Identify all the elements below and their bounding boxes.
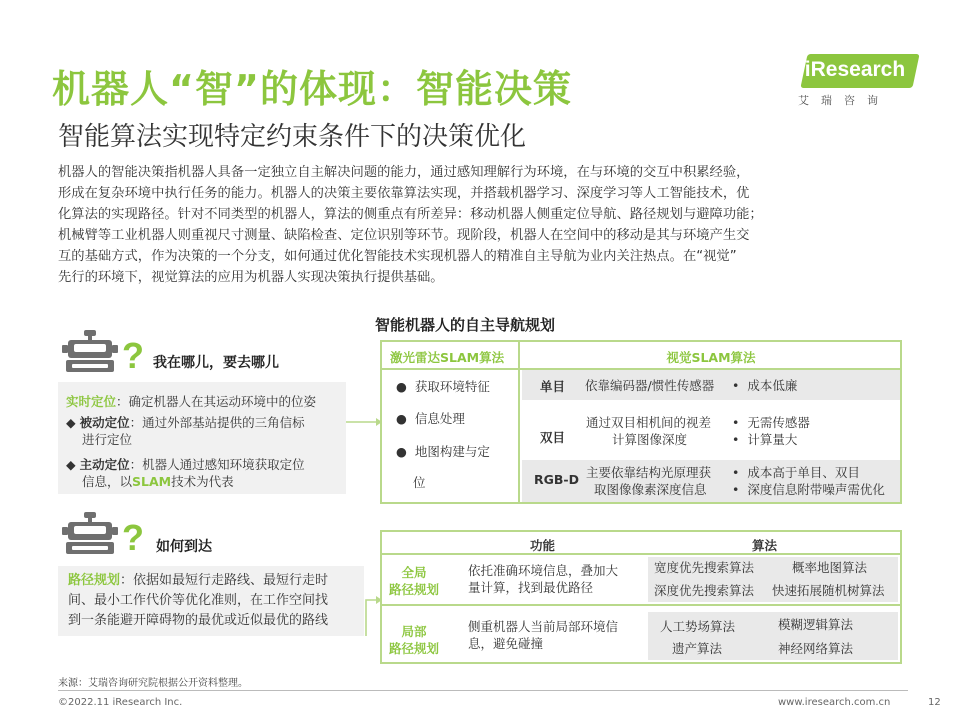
- stereo-desc: 计算图像深度: [612, 432, 688, 447]
- body-line: 互的基础方式，作为决策的一个分支，如何通过优化智能技术实现机器人的精准自主导航为业内关注热点。在“视觉”: [58, 249, 737, 264]
- mono-feature: • 成本低廉: [732, 378, 798, 393]
- local-path-name: 路径规划: [388, 641, 439, 656]
- question-mark-icon: ?: [122, 517, 144, 558]
- mono-name: 单目: [540, 379, 566, 394]
- q1-label: 我在哪儿，要去哪儿: [153, 355, 279, 371]
- body-line: 先行的环境下，视觉算法的应用为机器人实现决策执行提供基础。: [58, 270, 444, 285]
- path-planning-line3: 到一条能避开障碍物的最优或近似最优的路线: [68, 613, 329, 628]
- col-function-header: 功能: [530, 538, 556, 553]
- body-line: 形成在复杂环境中执行任务的能力。机器人的决策主要依靠算法实现，并搭载机器学习、深度学习等人工智能技术，优: [58, 186, 750, 201]
- positioning-heading: 实时定位：确定机器人在其运动环境中的位姿: [66, 394, 317, 409]
- logo-sub: 艾瑞咨询: [798, 94, 890, 107]
- laser-item: ● 信息处理: [396, 411, 465, 426]
- laser-item-cont: 位: [413, 475, 426, 490]
- laser-slam-title: 激光雷达SLAM算法: [390, 350, 505, 365]
- global-path-func: 量计算，找到最优路径: [468, 580, 594, 595]
- mono-desc: 依靠编码器/惯性传感器: [585, 378, 715, 393]
- robot-icon: [62, 512, 118, 554]
- logo-brand: iResearch: [804, 58, 906, 81]
- body-line: 机器人的智能决策指机器人具备一定独立自主解决问题的能力，通过感知理解行为环境，在与环境的交互中积累经验，: [58, 165, 750, 180]
- active-positioning: ◆ 主动定位：机器人通过感知环境获取定位: [66, 457, 305, 472]
- local-path-func: 息，避免碰撞: [468, 636, 544, 651]
- slam-divider: [518, 342, 520, 502]
- algo-item: 人工势场算法: [660, 619, 736, 634]
- path-planning-line1: 路径规划：依据如最短行走路线、最短行走时: [68, 573, 329, 588]
- laser-item: ● 获取环境特征: [396, 379, 490, 394]
- local-path-name: 局部: [401, 624, 427, 639]
- path-header-line: [382, 553, 900, 555]
- algo-item: 模糊逻辑算法: [778, 617, 854, 632]
- body-line: 机械臂等工业机器人则重视尺寸测量、缺陷检查、定位识别等环节。现阶段，机器人在空间中的移动是其与环境产生交: [58, 228, 750, 243]
- global-path-name: 全局: [401, 565, 427, 580]
- rgbd-feature: • 深度信息附带噪声需优化: [732, 482, 885, 497]
- global-path-name: 路径规划: [388, 582, 439, 597]
- algo-item: 概率地图算法: [792, 560, 868, 575]
- body-line: 化算法的实现路径。针对不同类型的机器人，算法的侧重点有所差异：移动机器人侧重定位导航、路径规划与避障功能；: [58, 207, 763, 222]
- visual-slam-title: 视觉SLAM算法: [666, 350, 756, 365]
- path-planning-line2: 间、最小工作代价等优化准则，在工作空间找: [68, 593, 329, 608]
- algo-item: 快速拓展随机树算法: [772, 583, 885, 598]
- stereo-feature: • 无需传感器: [732, 415, 810, 430]
- question-mark-icon: ?: [122, 335, 144, 376]
- stereo-feature: • 计算量大: [732, 432, 798, 447]
- passive-positioning: ◆ 被动定位：通过外部基站提供的三角信标: [66, 415, 305, 430]
- local-path-func: 侧重机器人当前局部环境信: [468, 619, 619, 634]
- page-subtitle: 智能算法实现特定约束条件下的决策优化: [58, 122, 527, 152]
- algo-item: 神经网络算法: [778, 641, 854, 656]
- section-title: 智能机器人的自主导航规划: [374, 316, 555, 334]
- rgbd-desc: 取图像像素深度信息: [594, 482, 707, 497]
- rgbd-feature: • 成本高于单目、双目: [732, 465, 860, 480]
- path-row-line: [382, 604, 900, 606]
- rgbd-name: RGB-D: [534, 472, 579, 487]
- passive-positioning-cont: 进行定位: [82, 432, 133, 447]
- algo-item: 遗产算法: [672, 641, 723, 656]
- algo-item: 深度优先搜索算法: [654, 583, 755, 598]
- algo-item: 宽度优先搜索算法: [654, 560, 755, 575]
- q2-label: 如何到达: [156, 539, 212, 555]
- page-title: 机器人“智”的体现：智能决策: [52, 67, 572, 111]
- website-link[interactable]: www.iresearch.com.cn: [778, 697, 891, 708]
- stereo-desc: 通过双目相机间的视差: [586, 415, 712, 430]
- copyright: ©2022.11 iResearch Inc.: [58, 697, 183, 708]
- rgbd-desc: 主要依靠结构光原理获: [586, 465, 712, 480]
- footer-divider: [58, 690, 908, 691]
- global-path-func: 依托准确环境信息，叠加大: [468, 563, 619, 578]
- robot-icon: [62, 330, 118, 372]
- source-note: 来源：艾瑞咨询研究院根据公开资料整理。: [58, 678, 248, 689]
- laser-item: ● 地图构建与定: [396, 444, 490, 459]
- col-algorithm-header: 算法: [752, 538, 778, 553]
- page-number: 12: [928, 697, 941, 708]
- active-positioning-cont: 信息，以SLAM技术为代表: [82, 474, 234, 489]
- connector-path: [366, 600, 376, 636]
- stereo-name: 双目: [540, 430, 566, 445]
